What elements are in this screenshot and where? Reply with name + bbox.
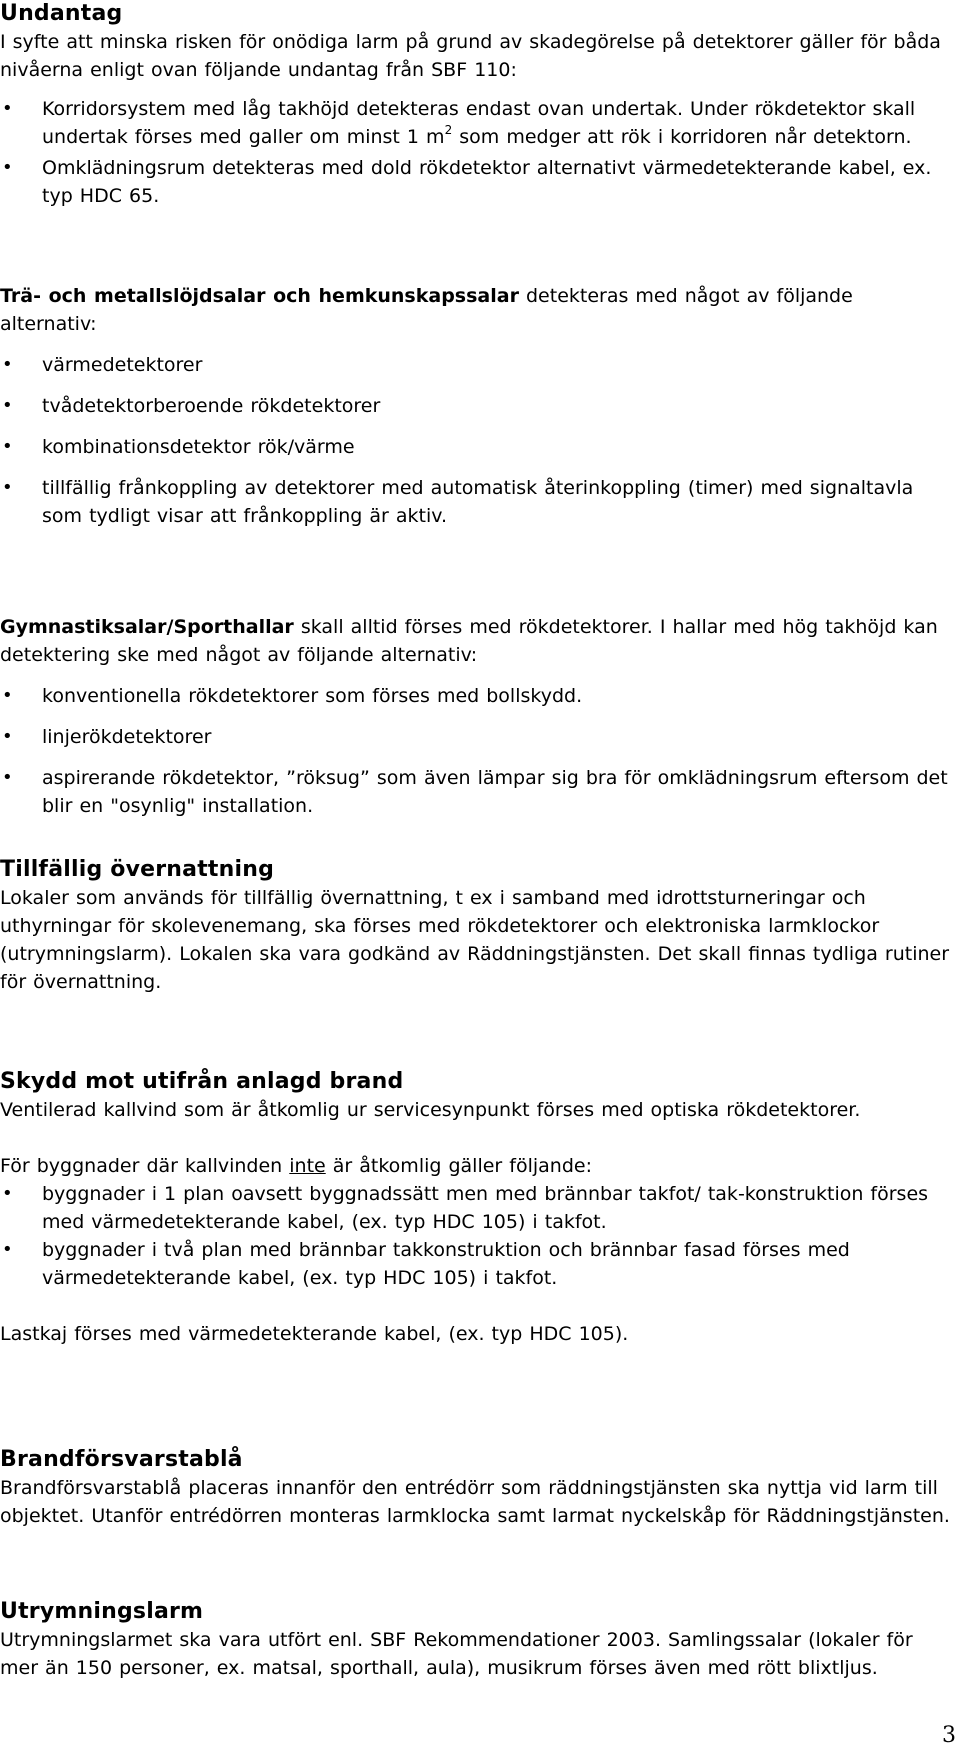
lastkaj-text: Lastkaj förses med värmedetekterande kabel, (ex. typ HDC 105). (0, 1323, 629, 1345)
gymnastiksalar-list (0, 682, 950, 820)
heading-undantag: Undantag (0, 1, 123, 26)
section-brandforsvarstabla (0, 1446, 950, 1530)
slojdsalar-intro: Trä- och metallslöjdsalar och hemkunskapssalar detekteras med något av följande alternativ: (0, 285, 853, 335)
bullet-icon: • (2, 1239, 13, 1260)
bullet-icon: • (2, 395, 13, 416)
slojdsalar-list (0, 351, 950, 530)
bullet-icon: • (2, 477, 13, 498)
skydd-list (0, 1180, 950, 1292)
undantag-intro: I syfte att minska risken för onödiga larm på grund av skadegörelse på detektorer gäller för båda nivåerna enligt ovan följande undantag från SBF 110: (0, 31, 941, 81)
overnattning-text: Lokaler som används för tillfällig övernattning, t ex i samband med idrottsturneringar och uthyrningar för skolevenemang, ska förses med rökdetektorer och elektroniska larmklockor (utrymningslarm). Lokalen ska vara godkänd av Räddningstjänsten. Det skall finnas tydliga rutiner för övernattning. (0, 887, 950, 993)
heading-brandforsvarstabla: Brandförsvarstablå (0, 1447, 243, 1472)
section-slojdsalar (0, 282, 950, 530)
section-undantag (0, 0, 950, 210)
section-utrymningslarm (0, 1598, 950, 1682)
list-item: • byggnader i 1 plan oavsett byggnadssätt men med brännbar takfot/ tak-konstruktion förses med värmedetekterande kabel, (ex. typ HDC 105) i takfot. (0, 1180, 950, 1236)
list-item: • Omklädningsrum detekteras med dold rökdetektor alternativt värmedetekterande kabel, ex. typ HDC 65. (0, 154, 950, 210)
list-item: • aspirerande rökdetektor, ”röksug” som även lämpar sig bra för omklädningsrum eftersom det blir en "osynlig" installation. (0, 764, 950, 820)
skydd-text: Ventilerad kallvind som är åtkomlig ur servicesynpunkt förses med optiska rökdetektorer. (0, 1099, 861, 1121)
bullet-icon: • (2, 98, 13, 119)
heading-overnattning: Tillfällig övernattning (0, 857, 275, 882)
bullet-icon: • (2, 726, 13, 747)
bullet-icon: • (2, 436, 13, 457)
list-item: • kombinationsdetektor rök/värme (0, 433, 950, 461)
heading-utrymningslarm: Utrymningslarm (0, 1599, 204, 1624)
superscript: 2 (444, 123, 453, 137)
heading-skydd: Skydd mot utifrån anlagd brand (0, 1069, 404, 1094)
list-item: • tvådetektorberoende rökdetektorer (0, 392, 950, 420)
utrymningslarm-text: Utrymningslarmet ska vara utfört enl. SBF Rekommendationer 2003. Samlingssalar (lokaler för mer än 150 personer, ex. matsal, sporthall, aula), musikrum förses även med rött blixtljus. (0, 1629, 913, 1679)
bullet-icon: • (2, 354, 13, 375)
list-item: • byggnader i två plan med brännbar takkonstruktion och brännbar fasad förses med värmedetekterande kabel, (ex. typ HDC 105) i takfot. (0, 1236, 950, 1292)
skydd-for-byggnader: För byggnader där kallvinden inte är åtkomlig gäller följande: (0, 1155, 592, 1177)
bullet-icon: • (2, 1183, 13, 1204)
brandforsvarstabla-text: Brandförsvarstablå placeras innanför den entrédörr som räddningstjänsten ska nyttja vid larm till objektet. Utanför entrédörren monteras larmklocka samt larmat nyckelskåp för Räddningstjänsten. (0, 1477, 950, 1527)
bullet-icon: • (2, 685, 13, 706)
list-item: • Korridorsystem med låg takhöjd detekteras endast ovan undertak. Under rökdetektor skall undertak förses med galler om minst 1 $m^2$ som medger att rök i korridoren når detektorn. (0, 95, 950, 151)
list-item: • värmedetektorer (0, 351, 950, 379)
list-item: • tillfällig frånkoppling av detektorer med automatisk återinkoppling (timer) med signaltavla som tydligt visar att frånkoppling är aktiv. (0, 474, 950, 530)
section-overnattning (0, 856, 950, 996)
undantag-list (0, 95, 950, 210)
bullet-icon: • (2, 157, 13, 178)
section-skydd (0, 1068, 950, 1348)
page-number: 3 (942, 1723, 956, 1748)
list-item: • linjerökdetektorer (0, 723, 950, 751)
section-gymnastiksalar (0, 613, 950, 820)
gymnastiksalar-intro: Gymnastiksalar/Sporthallar skall alltid förses med rökdetektorer. I hallar med hög takhöjd kan detektering ske med något av följande alternativ: (0, 616, 938, 666)
list-item: • konventionella rökdetektorer som förses med bollskydd. (0, 682, 950, 710)
bullet-icon: • (2, 767, 13, 788)
